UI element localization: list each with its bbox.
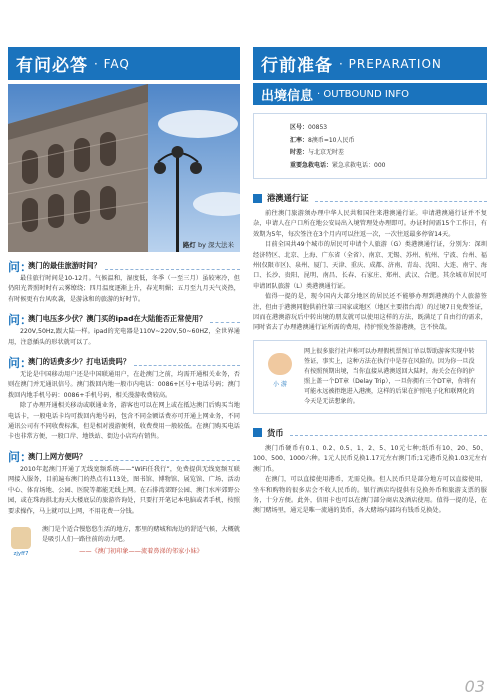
section-pass-body: [253, 209, 487, 334]
faq-question: 问： 澳门的话费多少？打电话贵吗？: [8, 354, 240, 370]
info-exchange-rate: 汇率：8澳币=10人民币: [290, 136, 355, 144]
faq-column: [8, 47, 240, 563]
quote-author: zjyff7: [13, 550, 29, 557]
section-pass-title: 港澳通行证: [267, 193, 309, 203]
avatar: [268, 353, 292, 375]
faq-question: 问： 澳门电压多少伏？澳门买的ipad在大陆能否正常使用？: [8, 311, 240, 327]
quote-block: [8, 525, 240, 563]
faq-question: 问： 澳门的最佳旅游时间？: [8, 258, 240, 274]
section-currency-heading: [253, 426, 487, 440]
info-area-code: 区号：00853: [290, 124, 328, 131]
faq-answer: 最佳旅行时间是10-12月。气候温和，湿度低，冬季（一至三月）虽较寒冷，但仍阳光普照时时有云雾缭绕；四月温度逐渐上升，春光明媚；五月至九月天气炎热，有时候更有台风吹袭，是游泳和的旅游的好时节。: [8, 275, 240, 303]
outbound-title-cn: 出境信息: [261, 88, 314, 104]
faq-title-cn: 有问必答: [16, 56, 88, 76]
currency-paragraph: 澳门币硬币有0.1、0.2、0.5、1、2、5、10元七种;纸币有10、20、50、100、500、1000六种。1元人民币兑换1.17元左右澳门币;1元港币兑换1.03元左右澳门币。: [253, 444, 487, 473]
macau-building-photo: [8, 84, 240, 252]
square-icon: [253, 428, 262, 437]
preparation-banner: [253, 47, 487, 80]
section-currency-title: 货币: [267, 427, 284, 438]
page-number: 03: [464, 677, 485, 696]
outbound-info-box: [253, 113, 487, 179]
preparation-title-en: · PREPARATION: [339, 56, 442, 71]
faq-list: [8, 258, 240, 517]
faq-answer: 除了办理开通相关移动或联通业务，游客也可以在网上或在抵达澳门后购买当地电话卡，一般电话卡均可拨回内地号码，包含不同金额话费亦可开通上网业务，不同通讯公司有不同收费标准，但是相对漫游便利，收费费用一般较低。在澳门购买电话卡也非常方便，一般口岸、地铁站、街边小店均有销售。: [8, 402, 240, 441]
question-mark-icon: 问：: [8, 450, 33, 465]
section-pass-heading: [253, 191, 487, 205]
avatar: [8, 525, 34, 563]
info-time-difference: 时差：与北京无时差: [290, 149, 345, 156]
outbound-info-banner: [253, 83, 487, 105]
tip-text: 网上很多旅行社声称可以办理假机票预订单以帮助游客实现中转签证，事实上，这种方法在执行中是存在风险的。因为你一旦没有按照预期出境，当你直接从港澳返回大陆时，海关会在你的护照上盖一个DT章（Delay Trip），一旦你拥有三个DT章，你将有可能永远被拒绝进入港澳，这样的后果在护照电子化和联网化的今天是无法想象的。: [304, 347, 477, 405]
photo-credit: 路灯 by 深大法米: [182, 241, 234, 249]
faq-banner: [8, 47, 240, 80]
tip-note: [253, 340, 487, 414]
info-emergency: 重要急救电话：紧急求救电话：000: [290, 161, 386, 169]
pass-paragraph: 目前全国共49个城市的居民可申请个人旅游（G）类港澳通行证，分别为：深圳经济特区、北京、上海、广东省（全省）、南京、无锡、苏州、杭州、宁波、台州、福州(仅限市区)、泉州、厦门、天津、重庆、成都、济南、青岛、沈阳、大连、南宁、海口、长沙、贵阳、昆明、南昌、长春、石家庄、郑州、武汉、合肥。其余城市居民可申请团队旅游（L）类港澳通行证。: [253, 241, 487, 290]
question-mark-icon: 问：: [8, 312, 33, 327]
faq-answer: 220V,50Hz,跟大陆一样。ipad的充电器是110V~220V,50~60HZ，全世界通用，注意插头的形状就可以了。: [8, 328, 240, 346]
pass-paragraph: 前往澳门旅游须办理中华人民共和国往来港澳通行证。申请港澳通行证并不复杂，申请人在户口所在地公安局出入境管理处办理即可。办证时间需15个工作日，有效期为5年，每次签注在3个月内可以往返一次，一次往返最多停留14天。: [253, 210, 487, 238]
tip-author: 小 游: [273, 380, 287, 388]
pass-paragraph: 值得一提的是，现今国内大部分地区的居民还不能够办理到港澳的个人旅游签注，但由于港澳同胞供前往第三国家或地区（地区主要指台湾）的过境7日免费签证，因而在港澳游玩后中转出境的朋友就可以使用这样的方法，既满足了自由行的需求，同时省去了办理港澳通行证所需的费用，持护照免签游港澳，岂不快哉。: [253, 293, 487, 332]
currency-paragraph: 在澳门，可以直接使用港币，无需兑换。但人民币只是部分地方可以直接使用，坐车和购物的很多店会不收人民币的。银行酒店均提供有兑换外币和旅游支票的服务，十分方便。此外，信用卡也可以在澳门部分商店及酒店使用。值得一提的是，在澳门赌场里，通元是唯一流通的货币，各大赌场内部均有钱币兑换处。: [253, 476, 487, 515]
question-mark-icon: 问：: [8, 355, 33, 370]
question-mark-icon: 问：: [8, 259, 33, 274]
faq-question: 问： 澳门上网方便吗？: [8, 449, 240, 465]
section-currency-body: [253, 444, 487, 517]
preparation-column: [253, 47, 487, 517]
quote-text: 澳门是个适合慢悠悠生活的地方，那里的赌城和海边的舒适气候，大概就是吸引人们一路往前的动力吧。: [42, 525, 240, 543]
quote-source: ——《澳门初印象——流着鼻涕的邻家小妹》: [79, 547, 203, 555]
preparation-title-cn: 行前准备: [261, 56, 333, 76]
outbound-title-en: · OUTBOUND INFO: [317, 88, 409, 100]
faq-title-en: · FAQ: [94, 56, 130, 71]
faq-answer: 无论是中国移动用户还是中国联通用户，在赴澳门之前，均需开通相关业务，否则在澳门并无通讯信号。澳门拨回内地一般市内电话：0086+区号+电话号码；澳门拨回内地手机号码：0086+手机号码，相关漫游收费较高。: [8, 371, 240, 399]
square-icon: [253, 194, 262, 203]
faq-answer: 2010年起澳门开通了无线宽频系统——“WiFi任我行”，免费提供无线宽频互联网接入服务，目前遍布澳门的热点有113处，图书馆、博物馆、展览馆、广场、活动中心、体育场地、公园、医院等都能无线上网。在石排湾郊野公园、澳门水库郊野公园，或在珠海拱北海天大楼底层的旅游咨询处，只要打开笔记本电脑或者手机，按照要求操作，马上就可以上网，不用花费一分钱。: [8, 465, 240, 515]
